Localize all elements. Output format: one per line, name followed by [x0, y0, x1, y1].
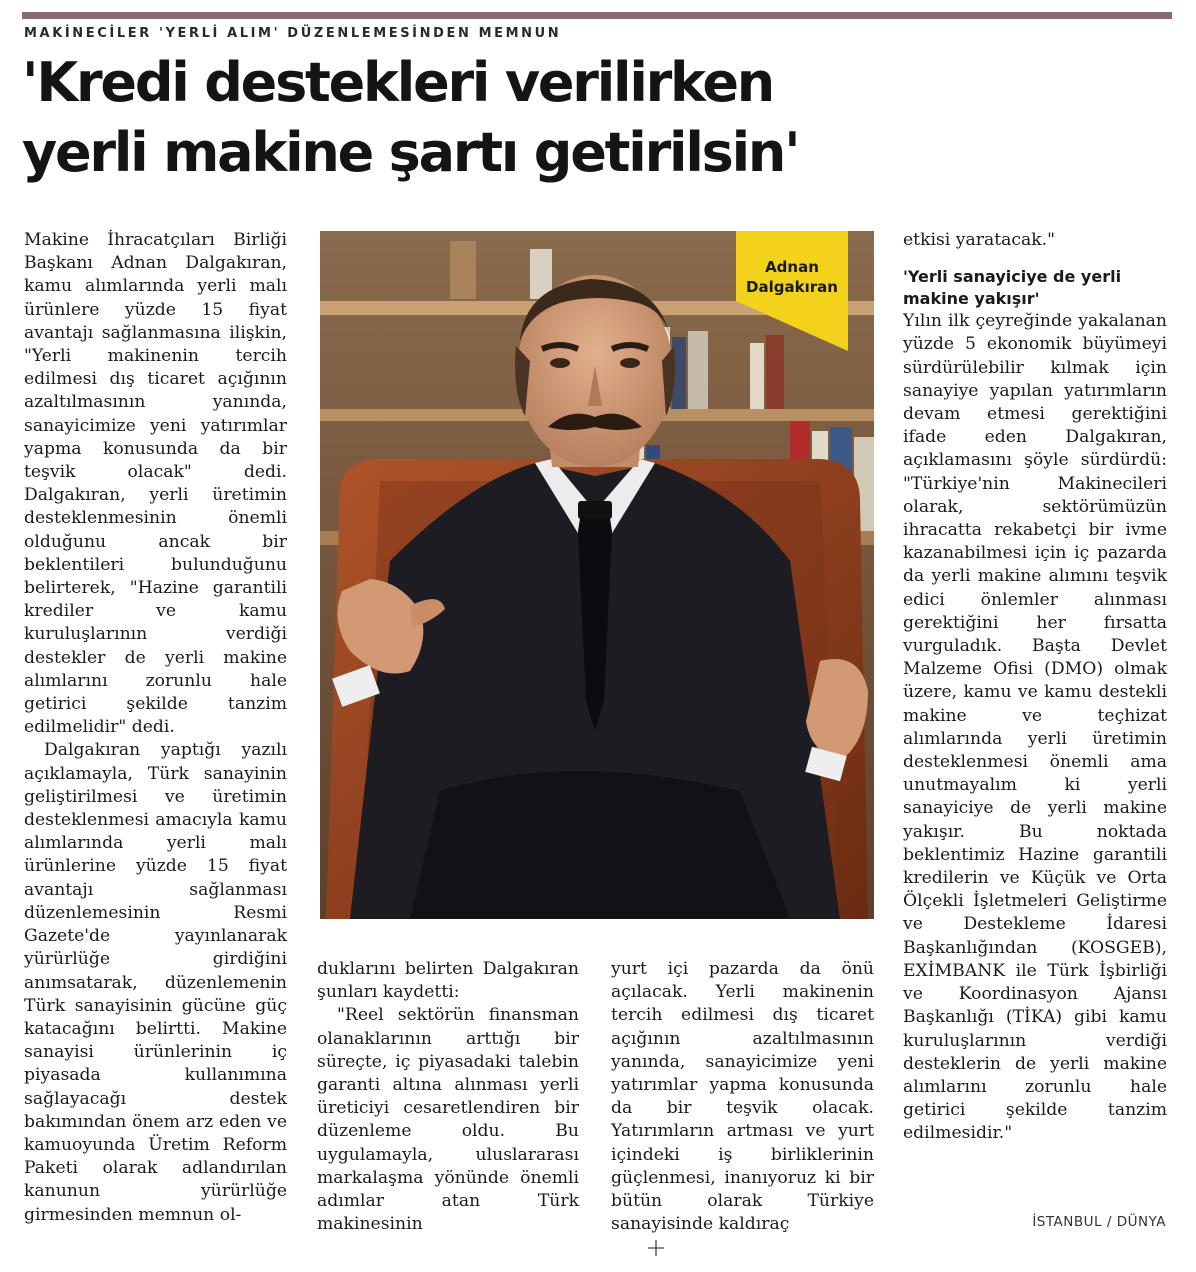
paragraph: yurt içi pazarda da önü açılacak. Yerli makinenin tercih edilmesi dış ticaret açığının azaltılmasının yanında, sanayicimize yeni yatırımlar yapma konusunda da bir teşvik olacak. Yatırımların artması ve yurt içindeki iş birliklerinin güçlenmesi, inanıyoruz ki bir bütün olarak Türkiye sanayisinde kaldıraç [611, 959, 874, 1235]
paragraph: Dalgakıran yaptığı yazılı açıklamayla, Türk sanayinin geliştirilmesi ve üretimin desteklenmesi amacıyla kamu alımlarında yerli malı ürünlerine yüzde 15 fiyat avantajı sağlanması düzenlemesinin Resmi Gazete'de yayınlanarak yürürlüğe girdiğini anımsatarak, düzenlemenin Türk sanayisinin gücüne güç katacağını belirtti. Makine sanayisi ürünlerinin iç piyasada kullanımına sağlayacağı destek bakımından önem arz eden ve kamuoyunda Üretim Reform Paketi olarak adlandırılan kanunun yürürlüğe girmesinden memnun ol- [24, 740, 287, 1225]
dateline: İSTANBUL / DÜNYA [1032, 1214, 1166, 1230]
paragraph: etkisi yaratacak." [903, 230, 1056, 250]
kicker: MAKİNECİLER 'YERLİ ALIM' DÜZENLEMESİNDEN MEMNUN [24, 26, 562, 41]
article-column-3 [611, 958, 874, 1236]
photo-caption [736, 231, 848, 351]
crop-mark-icon [648, 1240, 664, 1256]
article-column-4 [903, 229, 1167, 1146]
paragraph: Makine İhracatçıları Birliği Başkanı Adnan Dalgakıran, kamu alımlarında yerli malı ürünlere yüzde 15 fiyat avantajı sağlanmasına ilişkin, "Yerli makinenin tercih edilmesi dış ticaret açığının azaltılmasının yanında, sanayicimize yeni yatırımlar yapma konusunda da bir teşvik olacak" dedi. Dalgakıran, yerli üretimin desteklenmesinin önemli olduğunu ancak bir beklentileri bulunduğunu belirterek, "Hazine garantili krediler ve kamu kuruluşlarının verdiği destekler de yerli makine alımlarını zorunlu hale getirici şekilde tanzim edilmelidir" dedi. [24, 230, 287, 738]
caption-first-name: Adnan [765, 258, 819, 276]
portrait-photo [320, 231, 874, 919]
paragraph: Yılın ilk çeyreğinde yakalanan yüzde 5 ekonomik büyümeyi sürdürülebilir kılmak için sanayiye yapılan yatırımların devam etmesi gerektiğini ifade eden Dalgakıran, açıklamasını şöyle sürdürdü: "Türkiye'nin Makinecileri olarak, sektörümüzün ihracatta rekabetçi bir ivme kazanabilmesi için iç pazarda da yerli makine alımını teşvik edici önlemler alınması gerektiğini her fırsatta vurguladık. Başta Devlet Malzeme Ofisi (DMO) olmak üzere, kamu ve kamu destekli makine ve teçhizat alımlarında yerli üretimin desteklenmesi önemli ama unutmayalım ki yerli sanayiciye de yerli makine yakışır. Bu noktada beklentimiz Hazine garantili kredilerin ve Küçük ve Orta Ölçekli İşletmeleri Geliştirme ve Destekleme İdaresi Başkanlığından (KOSGEB), EXİMBANK ile Türk İşbirliği ve Koordinasyon Ajansı Başkanlığı (TİKA) gibi kamu kuruluşlarının verdiği desteklerin de yerli makine alımlarını zorunlu hale getirici şekilde tanzim edilmesidir." [903, 311, 1167, 1144]
headline [22, 48, 922, 188]
caption-last-name: Dalgakıran [746, 278, 838, 296]
quote-paragraph: "Reel sektörün finansman olanaklarının arttığı bir süreçte, iç piyasadaki talebin garanti altına alınması yerli üreticiyi cesaretlendiren bir düzenleme oldu. Bu uygulamayla, uluslararası markalaşma yönünde önemli adımlar atan Türk makinesinin [317, 1005, 579, 1235]
headline-line-2: yerli makine şartı getirilsin' [22, 121, 799, 184]
top-rule [22, 12, 1172, 19]
paragraph: duklarını belirten Dalgakıran şunları kaydetti: [317, 959, 579, 1003]
article-column-2 [317, 958, 579, 1236]
subheading: 'Yerli sanayiciye de yerli makine yakışır' [903, 267, 1122, 309]
article-column-1 [24, 229, 287, 1227]
headline-line-1: 'Kredi destekleri verilirken [22, 51, 773, 114]
caption-text [736, 257, 848, 297]
